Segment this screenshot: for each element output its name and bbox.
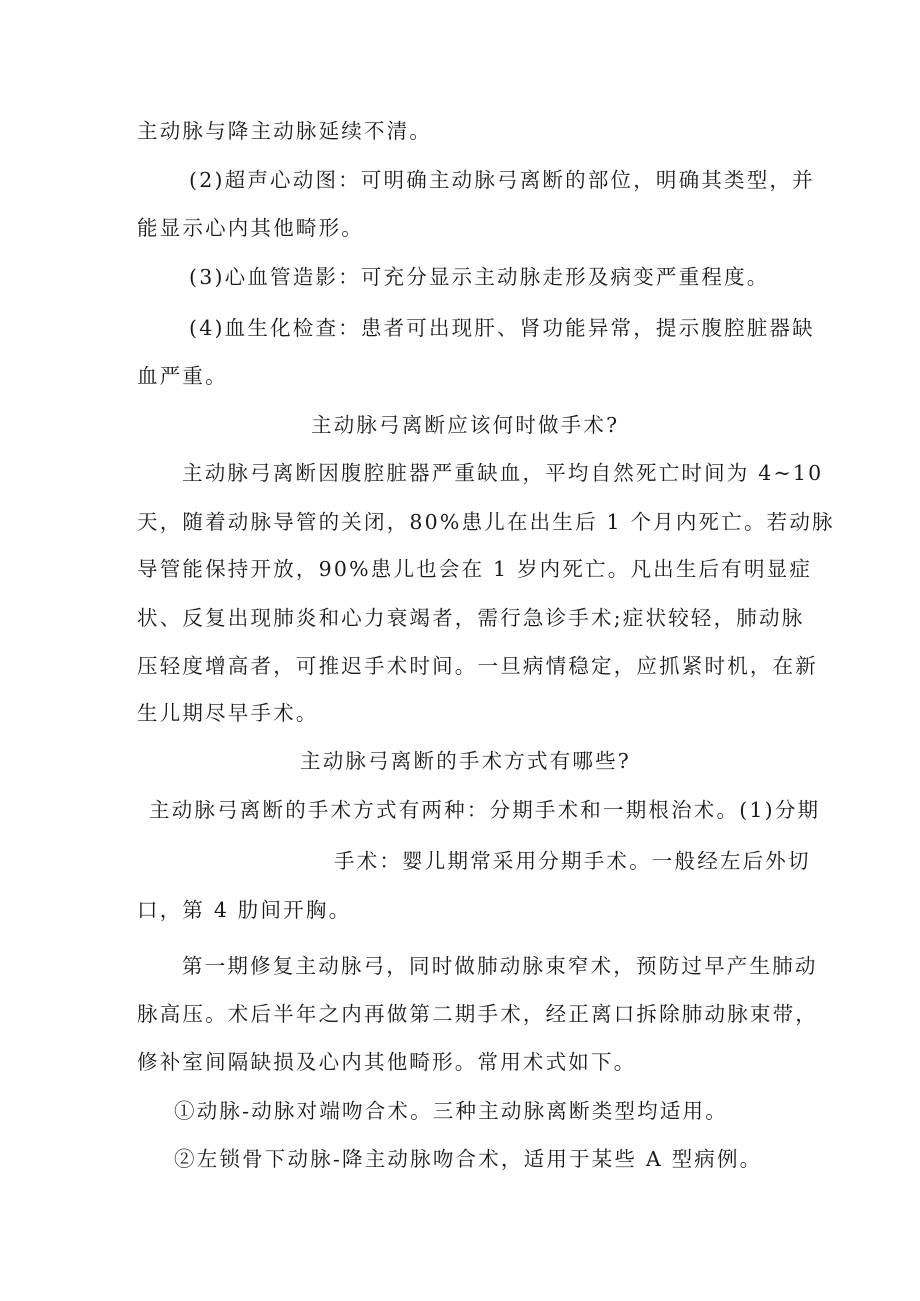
text-line: 主动脉弓离断的手术方式有两种：分期手术和一期根治术。(1)分期 bbox=[149, 798, 821, 822]
text-line: 生儿期尽早手术。 bbox=[137, 701, 319, 725]
text-line: (4)血生化检查：患者可出现肝、肾功能异常，提示腹腔脏器缺 bbox=[189, 316, 815, 340]
text-line: 血严重。 bbox=[137, 364, 228, 388]
text-line: 主动脉弓离断因腹腔脏器严重缺血，平均自然死亡时间为 4~10 bbox=[182, 461, 824, 485]
text-line: 主动脉与降主动脉延续不清。 bbox=[137, 119, 433, 143]
text-line: ①动脉-动脉对端吻合术。三种主动脉离断类型均适用。 bbox=[174, 1099, 728, 1123]
text-line: 导管能保持开放，90%患儿也会在 1 岁内死亡。凡出生后有明显症 bbox=[137, 557, 813, 581]
text-line: (2)超声心动图：可明确主动脉弓离断的部位，明确其类型，并 bbox=[189, 168, 815, 192]
text-line: 修补室间隔缺损及心内其他畸形。常用术式如下。 bbox=[137, 1050, 637, 1074]
text-line: 手术：婴儿期常采用分期手术。一般经左后外切 bbox=[334, 849, 811, 873]
text-line: 能显示心内其他畸形。 bbox=[137, 216, 364, 240]
section-heading: 主动脉弓离断应该何时做手术? bbox=[311, 413, 620, 437]
text-line: 天，随着动脉导管的关闭，80%患儿在出生后 1 个月内死亡。若动脉 bbox=[137, 510, 835, 534]
section-heading: 主动脉弓离断的手术方式有哪些? bbox=[300, 749, 631, 773]
text-line: 口，第 4 肋间开胸。 bbox=[137, 898, 352, 922]
text-line: (3)心血管造影：可充分显示主动脉走形及病变严重程度。 bbox=[189, 265, 770, 289]
text-line: 第一期修复主动脉弓，同时做肺动脉束窄术，预防过早产生肺动 bbox=[182, 954, 818, 978]
text-line: 压轻度增高者，可推迟手术时间。一旦病情稳定，应抓紧时机，在新 bbox=[137, 654, 818, 678]
text-line: 脉高压。术后半年之内再做第二期手术，经正离口拆除肺动脉束带， bbox=[137, 1002, 818, 1026]
text-line: ②左锁骨下动脉-降主动脉吻合术，适用于某些 A 型病例。 bbox=[174, 1147, 763, 1171]
text-line: 状、反复出现肺炎和心力衰竭者，需行急诊手术;症状较轻，肺动脉 bbox=[137, 606, 805, 630]
